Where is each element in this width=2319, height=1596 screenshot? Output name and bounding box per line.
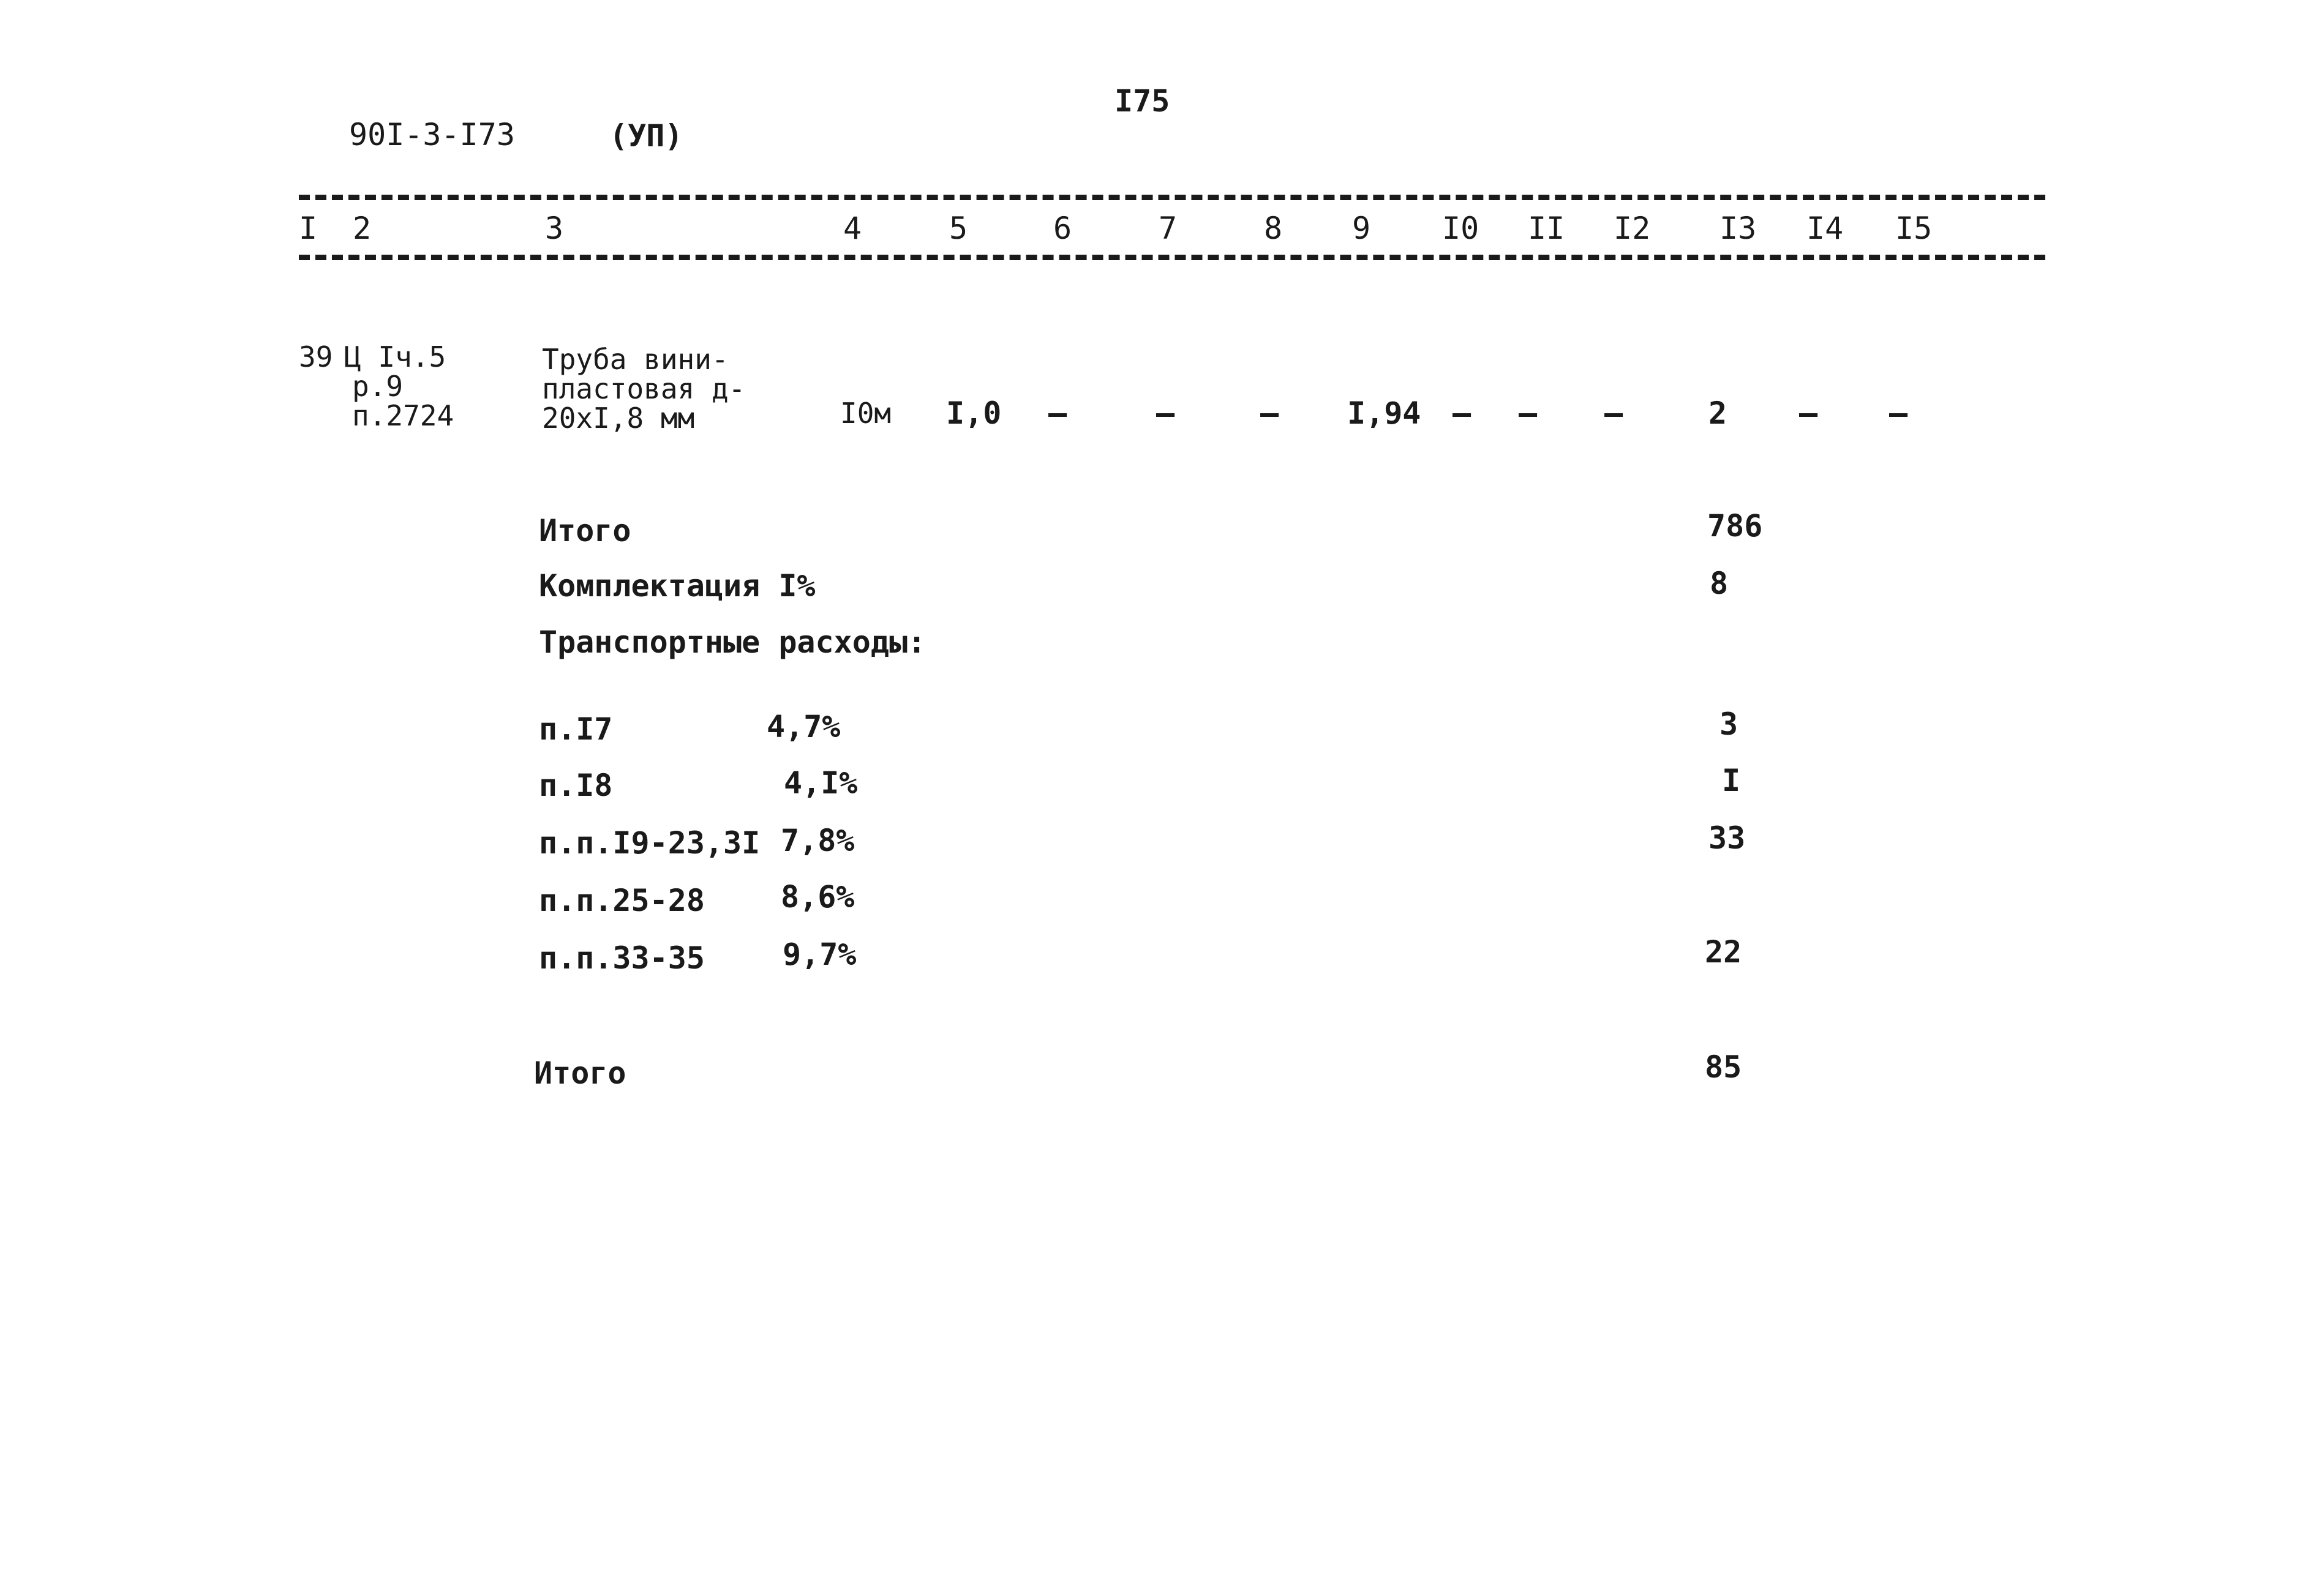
column-number: 9 [1352, 211, 1371, 246]
transport-row-value: 33 [1708, 820, 1746, 856]
column-number: I2 [1614, 211, 1651, 246]
transport-row-rate: 8,6% [781, 879, 855, 915]
item-col15: – [1889, 395, 1908, 431]
item-reference-line: п.2724 [352, 399, 454, 432]
transport-row-label: п.I8 [539, 768, 613, 803]
column-number: II [1528, 211, 1565, 246]
item-col6: – [1048, 395, 1067, 431]
final-total-value: 85 [1705, 1049, 1742, 1085]
item-reference-line: Ц Iч.5 [344, 340, 446, 373]
column-number: 6 [1053, 211, 1072, 246]
item-col14: – [1799, 395, 1818, 431]
transport-row-value: 3 [1720, 706, 1738, 742]
item-col5: I,0 [946, 395, 1002, 431]
final-total-label: Итого [534, 1055, 626, 1091]
transport-row-label: п.I7 [539, 711, 613, 747]
column-number: 3 [545, 211, 564, 246]
transport-row-rate: 4,I% [784, 765, 858, 801]
column-number: 7 [1159, 211, 1178, 246]
item-col13: 2 [1708, 395, 1727, 431]
column-number: I0 [1442, 211, 1479, 246]
column-number: I [299, 211, 318, 246]
column-number: I5 [1895, 211, 1933, 246]
item-number: 39 [299, 340, 333, 373]
transport-label: Транспортные расходы: [539, 624, 926, 660]
transport-row-rate: 9,7% [783, 937, 857, 972]
transport-row-label: п.п.I9-23,3I [539, 825, 761, 861]
top-dashed-rule [299, 195, 2045, 200]
item-col11: – [1519, 395, 1538, 431]
total-value: 786 [1707, 508, 1763, 544]
total-label: Итого [539, 513, 631, 549]
transport-row-rate: 4,7% [767, 709, 841, 744]
column-number: 2 [353, 211, 372, 246]
transport-row-label: п.п.25-28 [539, 883, 705, 918]
column-number: I3 [1720, 211, 1757, 246]
transport-row-value: I [1722, 763, 1741, 798]
kompl-label: Комплектация I% [539, 568, 816, 604]
bottom-dashed-rule [299, 255, 2045, 260]
column-number: 4 [843, 211, 862, 246]
item-unit: I0м [840, 397, 892, 430]
item-col8: – [1260, 395, 1279, 431]
kompl-value: 8 [1710, 566, 1729, 601]
transport-row-rate: 7,8% [781, 823, 855, 858]
transport-row-label: п.п.33-35 [539, 940, 705, 976]
item-col9: I,94 [1347, 395, 1421, 431]
item-name-line: пластовая д- [542, 372, 746, 405]
column-number: 5 [949, 211, 968, 246]
document-code: 90I-3-I73 [349, 117, 515, 152]
item-col7: – [1156, 395, 1175, 431]
transport-row-value: 22 [1705, 934, 1742, 970]
item-name-line: Труба вини- [542, 343, 729, 376]
item-col10: – [1453, 395, 1471, 431]
document-part: (УП) [609, 118, 683, 154]
column-number: I4 [1806, 211, 1844, 246]
item-name-line: 20xI,8 мм [542, 402, 695, 435]
item-col12: – [1604, 395, 1623, 431]
column-number: 8 [1264, 211, 1283, 246]
item-reference-line: р.9 [352, 370, 404, 403]
page-number: I75 [1114, 83, 1170, 119]
